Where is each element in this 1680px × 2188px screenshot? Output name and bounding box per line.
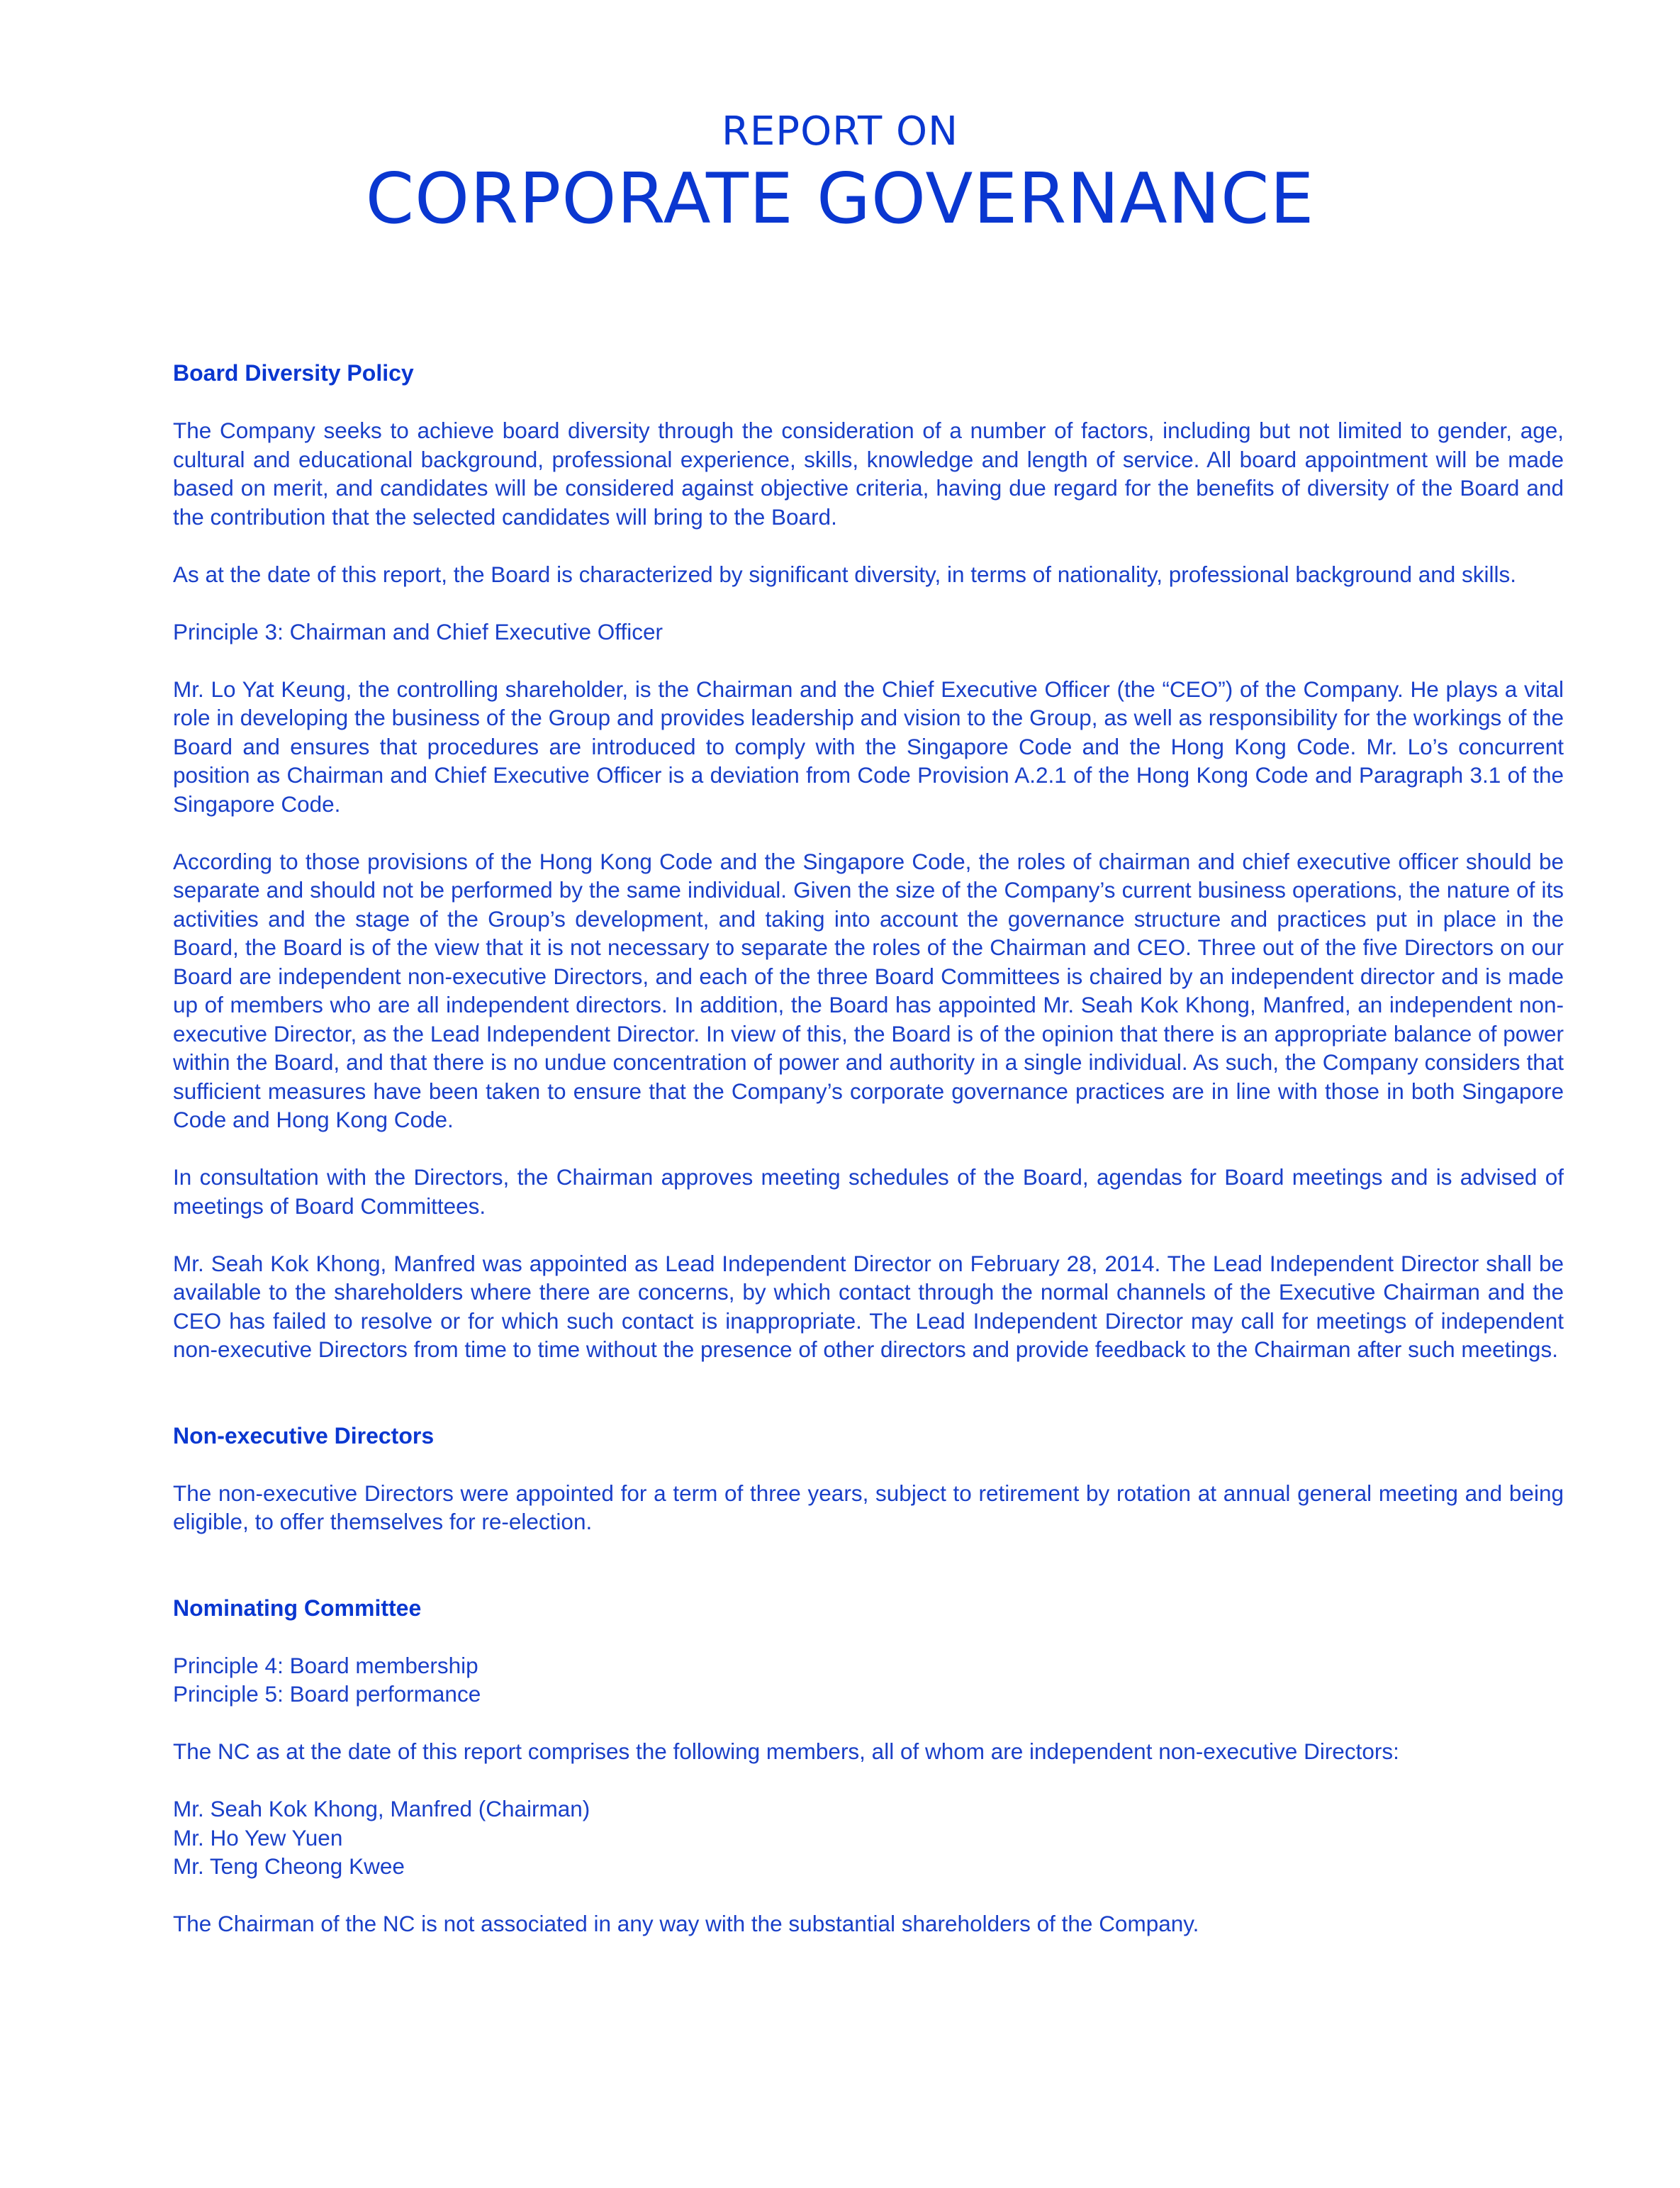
principle-list <box>173 1651 1564 1709</box>
paragraph-nc-chairman-independence: The Chairman of the NC is not associated in any way with the substantial shareholders of the Company. <box>173 1911 1199 1936</box>
principle-3-label: Principle 3: Chairman and Chief Executive Officer <box>173 618 663 644</box>
paragraph-meeting-schedules: In consultation with the Directors, the Chairman approves meeting schedules of the Board, agendas for Board meetings and is advised of meetings of Board Committees. <box>173 1164 1564 1219</box>
paragraph-board-diversity-2: As at the date of this report, the Board is characterized by significant diversity, in terms of nationality, professional background and skills. <box>173 561 1517 587</box>
nc-member: Mr. Teng Cheong Kwee <box>173 1853 405 1879</box>
heading-nominating-committee: Nominating Committee <box>173 1595 422 1621</box>
document-body <box>173 359 1564 1967</box>
section-spacer <box>173 1565 1564 1594</box>
principle-4-label: Principle 4: Board membership <box>173 1652 478 1678</box>
paragraph-board-diversity-1: The Company seeks to achieve board diversity through the consideration of a number of factors, including but not limited to gender, age, cultural and educational background, professional experience, skills, knowledge and length of service. All board appointment will be made based on merit, and candidates will be considered against objective criteria, having due regard for the benefits of diversity of the Board and the contribution that the selected candidates will bring to the Board. <box>173 418 1564 530</box>
heading-board-diversity-policy: Board Diversity Policy <box>173 360 414 386</box>
principle-5-label: Principle 5: Board performance <box>173 1681 481 1707</box>
section-spacer <box>173 1392 1564 1422</box>
paragraph-chairman-ceo: Mr. Lo Yat Keung, the controlling shareholder, is the Chairman and the Chief Executive Officer (the “CEO”) of the Company. He plays a vital role in developing the business of the Group and provides leadership and vision to the Group, as well as responsibility for the workings of the Board and ensures that procedures are introduced to comply with the Singapore Code and the Hong Kong Code. Mr. Lo’s concurrent position as Chairman and Chief Executive Officer is a deviation from Code Provision A.2.1 of the Hong Kong Code and Paragraph 3.1 of the Singapore Code. <box>173 676 1564 817</box>
heading-non-executive-directors: Non-executive Directors <box>173 1422 435 1449</box>
paragraph-lead-independent-director: Mr. Seah Kok Khong, Manfred was appointed as Lead Independent Director on February 28, 2014. The Lead Independent Director shall be available to the shareholders where there are concerns, by which contact through the normal channels of the Executive Chairman and the CEO has failed to resolve or for which such contact is inappropriate. The Lead Independent Director may call for meetings of independent non-executive Directors from time to time without the presence of other directors and provide feedback to the Chairman after such meetings. <box>173 1250 1564 1362</box>
nc-member-list <box>173 1795 1564 1881</box>
paragraph-non-executive-term: The non-executive Directors were appointed for a term of three years, subject to retirement by rotation at annual general meeting and being eligible, to offer themselves for re-election. <box>173 1480 1564 1534</box>
report-title <box>0 106 1680 241</box>
paragraph-nc-composition: The NC as at the date of this report comprises the following members, all of whom are independent non-executive Directors: <box>173 1738 1399 1764</box>
nc-member: Mr. Ho Yew Yuen <box>173 1824 343 1851</box>
nc-member: Mr. Seah Kok Khong, Manfred (Chairman) <box>173 1796 590 1821</box>
title-line-report-on: REPORT ON <box>722 108 958 155</box>
paragraph-separation-of-roles: According to those provisions of the Hong Kong Code and the Singapore Code, the roles of chairman and chief executive officer should be separate and should not be performed by the same individual. Given the size of the Company’s current business operations, the nature of its activities and the stage of the Group’s development, and taking into account the governance structure and practices put in place in the Board, the Board is of the view that it is not necessary to separate the roles of the Chairman and CEO. Three out of the five Directors on our Board are independent non-executive Directors, and each of the three Board Committees is chaired by an independent director and is made up of members who are all independent directors. In addition, the Board has appointed Mr. Seah Kok Khong, Manfred, an independent non-executive Director, as the Lead Independent Director. In view of this, the Board is of the opinion that there is an appropriate balance of power within the Board, and that there is no undue concentration of power and authority in a single individual. As such, the Company considers that sufficient measures have been taken to ensure that the Company’s corporate governance practices are in line with those in both Singapore Code and Hong Kong Code. <box>173 848 1564 1132</box>
title-line-corporate-governance: CORPORATE GOVERNANCE <box>365 159 1315 240</box>
